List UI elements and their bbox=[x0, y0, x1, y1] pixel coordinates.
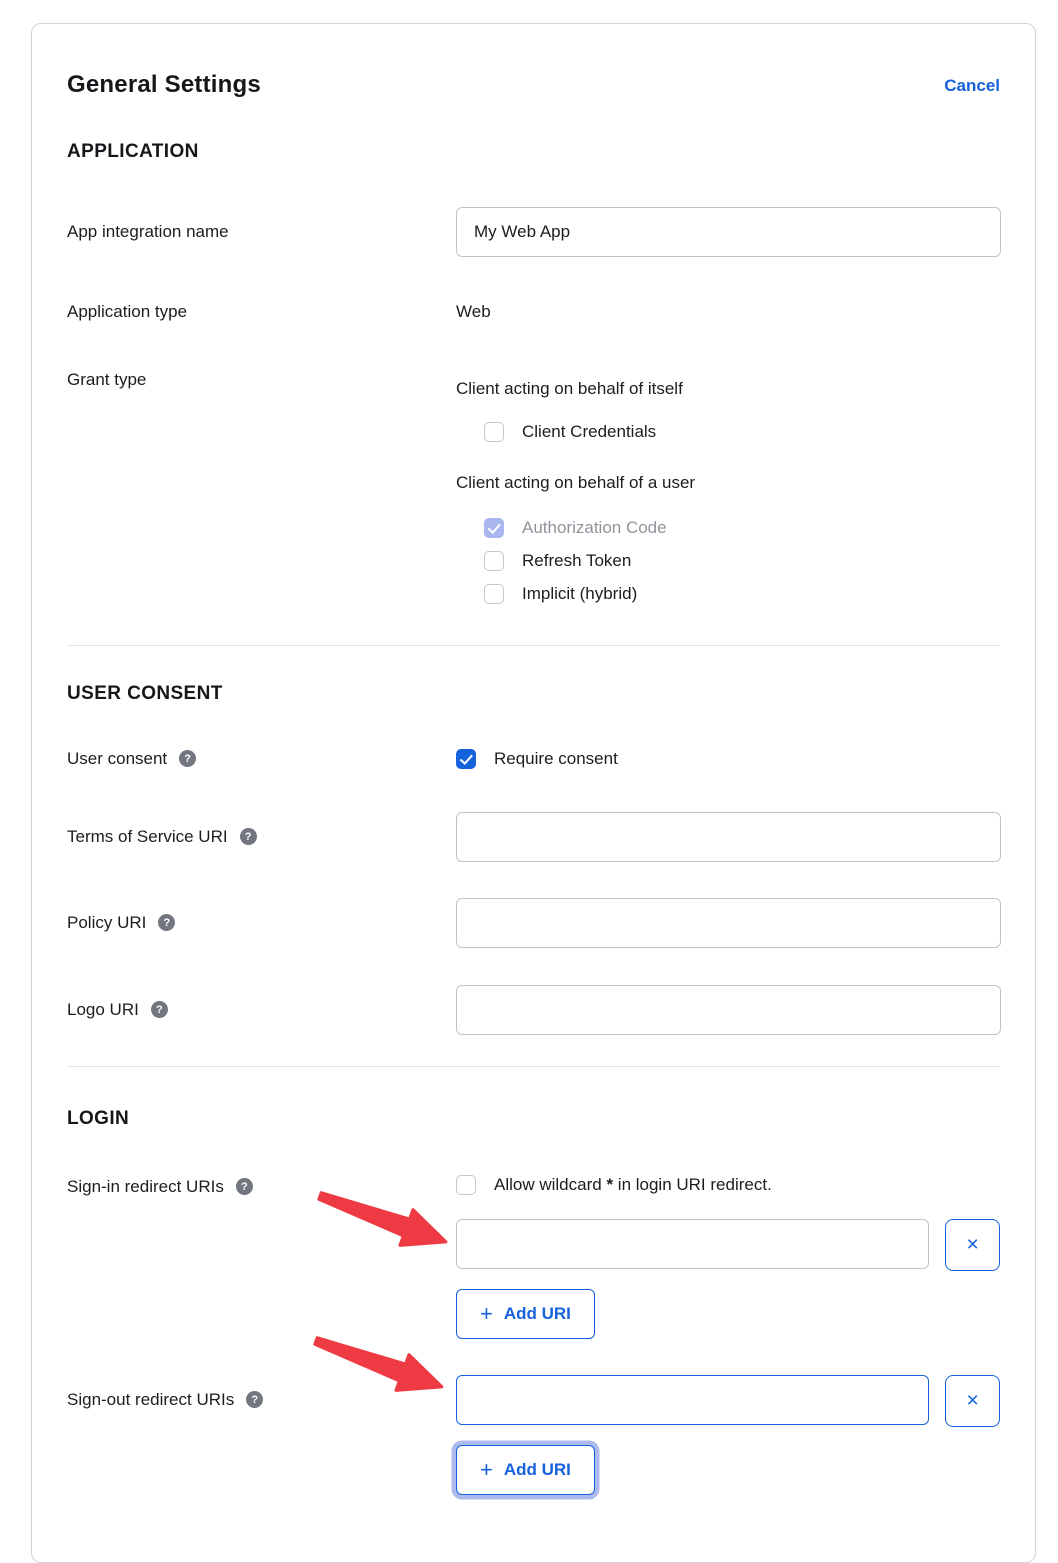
user-consent-row bbox=[67, 748, 1000, 770]
grant-type-label: Grant type bbox=[67, 370, 147, 389]
add-uri-label: Add URI bbox=[503, 1304, 571, 1323]
user-consent-label: User consent bbox=[67, 749, 168, 768]
close-icon: × bbox=[966, 1233, 979, 1256]
policy-uri-input[interactable] bbox=[456, 898, 1001, 948]
section-title-application: APPLICATION bbox=[67, 141, 199, 162]
cancel-button[interactable]: Cancel bbox=[944, 76, 1000, 95]
refresh-token-option bbox=[456, 550, 1000, 572]
grant-group1-title: Client acting on behalf of itself bbox=[456, 379, 683, 398]
allow-wildcard-checkbox[interactable] bbox=[456, 1175, 476, 1195]
authorization-code-checkbox[interactable] bbox=[484, 518, 504, 538]
allow-wildcard-label: Allow wildcard * in login URI redirect. bbox=[494, 1175, 772, 1194]
help-icon[interactable]: ? bbox=[240, 828, 257, 845]
logo-uri-input[interactable] bbox=[456, 985, 1001, 1035]
application-type-label: Application type bbox=[67, 302, 188, 321]
help-icon[interactable]: ? bbox=[246, 1391, 263, 1408]
section-divider bbox=[67, 645, 1000, 646]
app-integration-name-input[interactable] bbox=[456, 207, 1001, 257]
require-consent-checkbox[interactable] bbox=[456, 749, 476, 769]
help-icon[interactable]: ? bbox=[179, 750, 196, 767]
authorization-code-label: Authorization Code bbox=[522, 518, 667, 537]
refresh-token-label: Refresh Token bbox=[522, 551, 632, 570]
app-integration-name-label: App integration name bbox=[67, 222, 229, 241]
client-credentials-option bbox=[456, 421, 1000, 443]
add-sign-in-uri-button[interactable] bbox=[456, 1289, 595, 1339]
section-divider bbox=[67, 1066, 1000, 1067]
help-icon[interactable]: ? bbox=[236, 1178, 253, 1195]
general-settings-card bbox=[31, 23, 1036, 1563]
require-consent-option bbox=[456, 748, 1000, 770]
plus-icon: + bbox=[480, 1301, 493, 1326]
help-icon[interactable]: ? bbox=[151, 1001, 168, 1018]
logo-uri-label: Logo URI bbox=[67, 1000, 139, 1019]
sign-in-redirect-label: Sign-in redirect URIs bbox=[67, 1177, 224, 1196]
terms-of-service-label: Terms of Service URI bbox=[67, 827, 228, 846]
application-type-row bbox=[67, 301, 1000, 323]
remove-sign-in-uri-button[interactable] bbox=[945, 1219, 1000, 1271]
sign-in-uri-input[interactable] bbox=[456, 1219, 929, 1269]
app-integration-name-row bbox=[67, 207, 1000, 257]
logo-uri-row bbox=[67, 985, 1000, 1035]
section-title-login: LOGIN bbox=[67, 1108, 130, 1129]
page-title: General Settings bbox=[67, 71, 261, 98]
refresh-token-checkbox[interactable] bbox=[484, 551, 504, 571]
card-header bbox=[67, 71, 1000, 99]
policy-uri-label: Policy URI bbox=[67, 913, 147, 932]
client-credentials-label: Client Credentials bbox=[522, 422, 657, 441]
add-uri-label: Add URI bbox=[503, 1460, 571, 1479]
sign-out-redirect-label: Sign-out redirect URIs bbox=[67, 1390, 235, 1409]
sign-in-redirect-row bbox=[67, 1174, 1000, 1339]
section-title-user-consent: USER CONSENT bbox=[67, 683, 223, 704]
help-icon[interactable]: ? bbox=[158, 914, 175, 931]
grant-group2-title: Client acting on behalf of a user bbox=[456, 473, 696, 492]
implicit-hybrid-option bbox=[456, 583, 1000, 605]
remove-sign-out-uri-button[interactable] bbox=[945, 1375, 1000, 1427]
sign-out-uri-row bbox=[456, 1375, 1000, 1427]
grant-type-row bbox=[67, 369, 1000, 605]
application-type-value: Web bbox=[456, 302, 491, 321]
implicit-hybrid-label: Implicit (hybrid) bbox=[522, 584, 638, 603]
implicit-hybrid-checkbox[interactable] bbox=[484, 584, 504, 604]
client-credentials-checkbox[interactable] bbox=[484, 422, 504, 442]
terms-of-service-input[interactable] bbox=[456, 812, 1001, 862]
authorization-code-option bbox=[456, 517, 1000, 539]
add-sign-out-uri-button[interactable] bbox=[456, 1445, 595, 1495]
require-consent-label: Require consent bbox=[494, 749, 618, 768]
plus-icon: + bbox=[480, 1457, 493, 1482]
sign-out-redirect-row bbox=[67, 1375, 1000, 1495]
policy-uri-row bbox=[67, 898, 1000, 948]
close-icon: × bbox=[966, 1389, 979, 1412]
sign-in-uri-row bbox=[456, 1219, 1000, 1271]
sign-out-uri-input[interactable] bbox=[456, 1375, 929, 1425]
terms-of-service-row bbox=[67, 812, 1000, 862]
allow-wildcard-option bbox=[456, 1174, 1000, 1196]
